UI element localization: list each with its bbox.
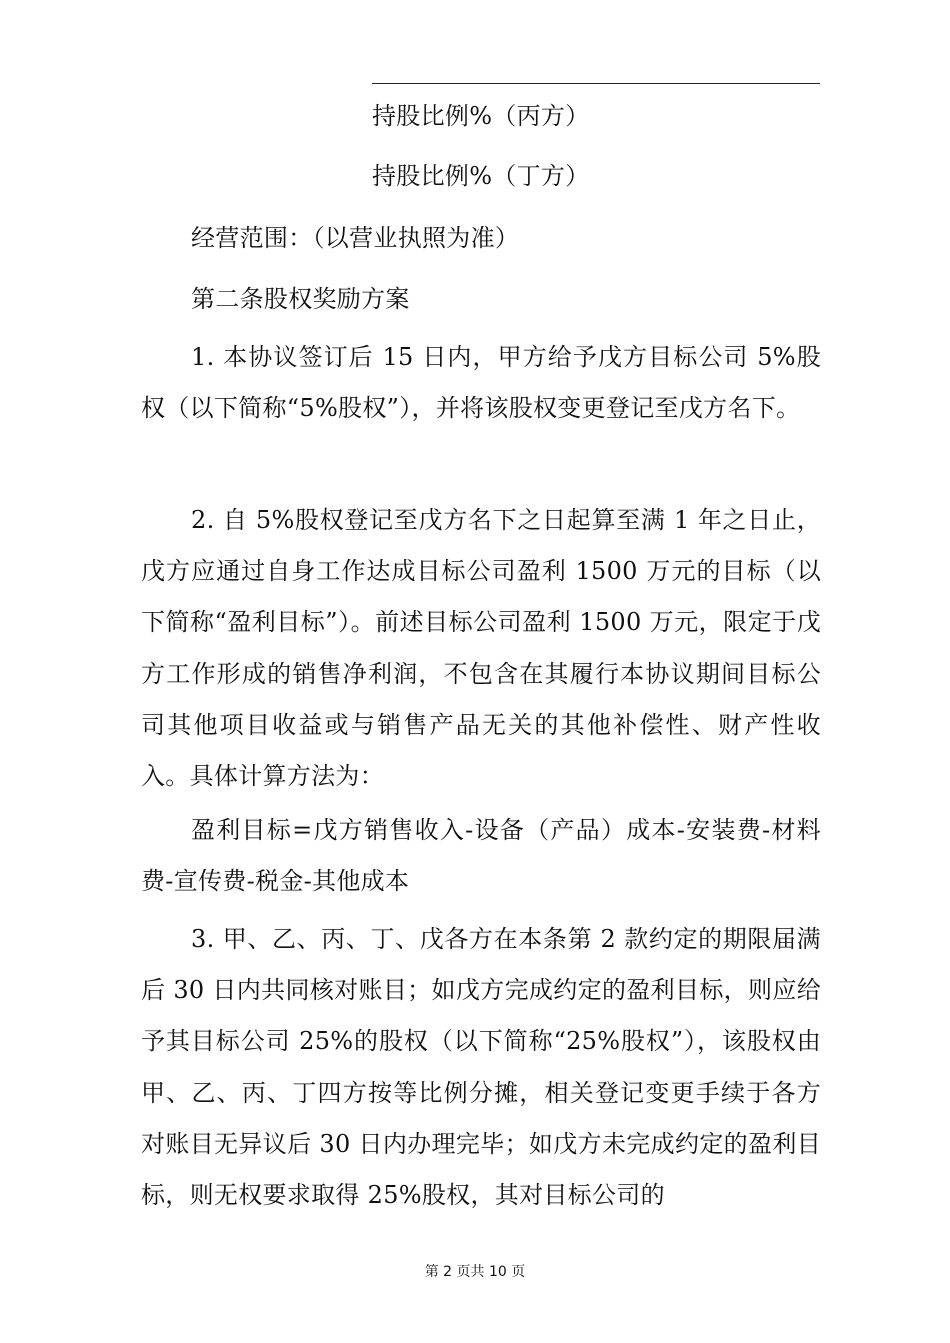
share-ratio-d-line: 持股比例%（丁方） xyxy=(372,162,590,190)
business-scope-line: 经营范围：（以营业执照为准） xyxy=(191,224,520,252)
page-number-footer: 第 2 页共 10 页 xyxy=(424,1264,526,1280)
signature-underline xyxy=(372,83,820,84)
clause-2-paragraph: 2. 自 5%股权登记至戊方名下之日起算至满 1 年之日止，戊方应通过自身工作达成目标公司盈利 1500 万元的目标（以下简称“盈利目标”）。前述目标公司盈利 1500 万元，限定于戊方工作形成的销售净利润，不包含在其履行本协议期间目标公司其他项目收益或与销售产品无关的其他补偿性、财产性收入。具体计算方法为： xyxy=(141,506,821,791)
share-ratio-c-line: 持股比例%（丙方） xyxy=(372,102,590,130)
profit-formula-paragraph: 盈利目标=戊方销售收入-设备（产品）成本-安装费-材料费-宣传费-税金-其他成本 xyxy=(141,816,821,896)
article-two-title: 第二条股权奖励方案 xyxy=(191,285,410,313)
clause-3-paragraph: 3. 甲、乙、丙、丁、戊各方在本条第 2 款约定的期限届满后 30 日内共同核对账目；如戊方完成约定的盈利目标，则应给予其目标公司 25%的股权（以下简称“25%股权”），该股权由甲、乙、丙、丁四方按等比例分摊，相关登记变更手续于各方对账目无异议后 30 日内办理完毕；如戊方未完成约定的盈利目标，则无权要求取得 25%股权，其对目标公司的 xyxy=(141,925,821,1210)
clause-1-paragraph: 1. 本协议签订后 15 日内，甲方给予戊方目标公司 5%股权（以下简称“5%股权”），并将该股权变更登记至戊方名下。 xyxy=(141,343,821,423)
